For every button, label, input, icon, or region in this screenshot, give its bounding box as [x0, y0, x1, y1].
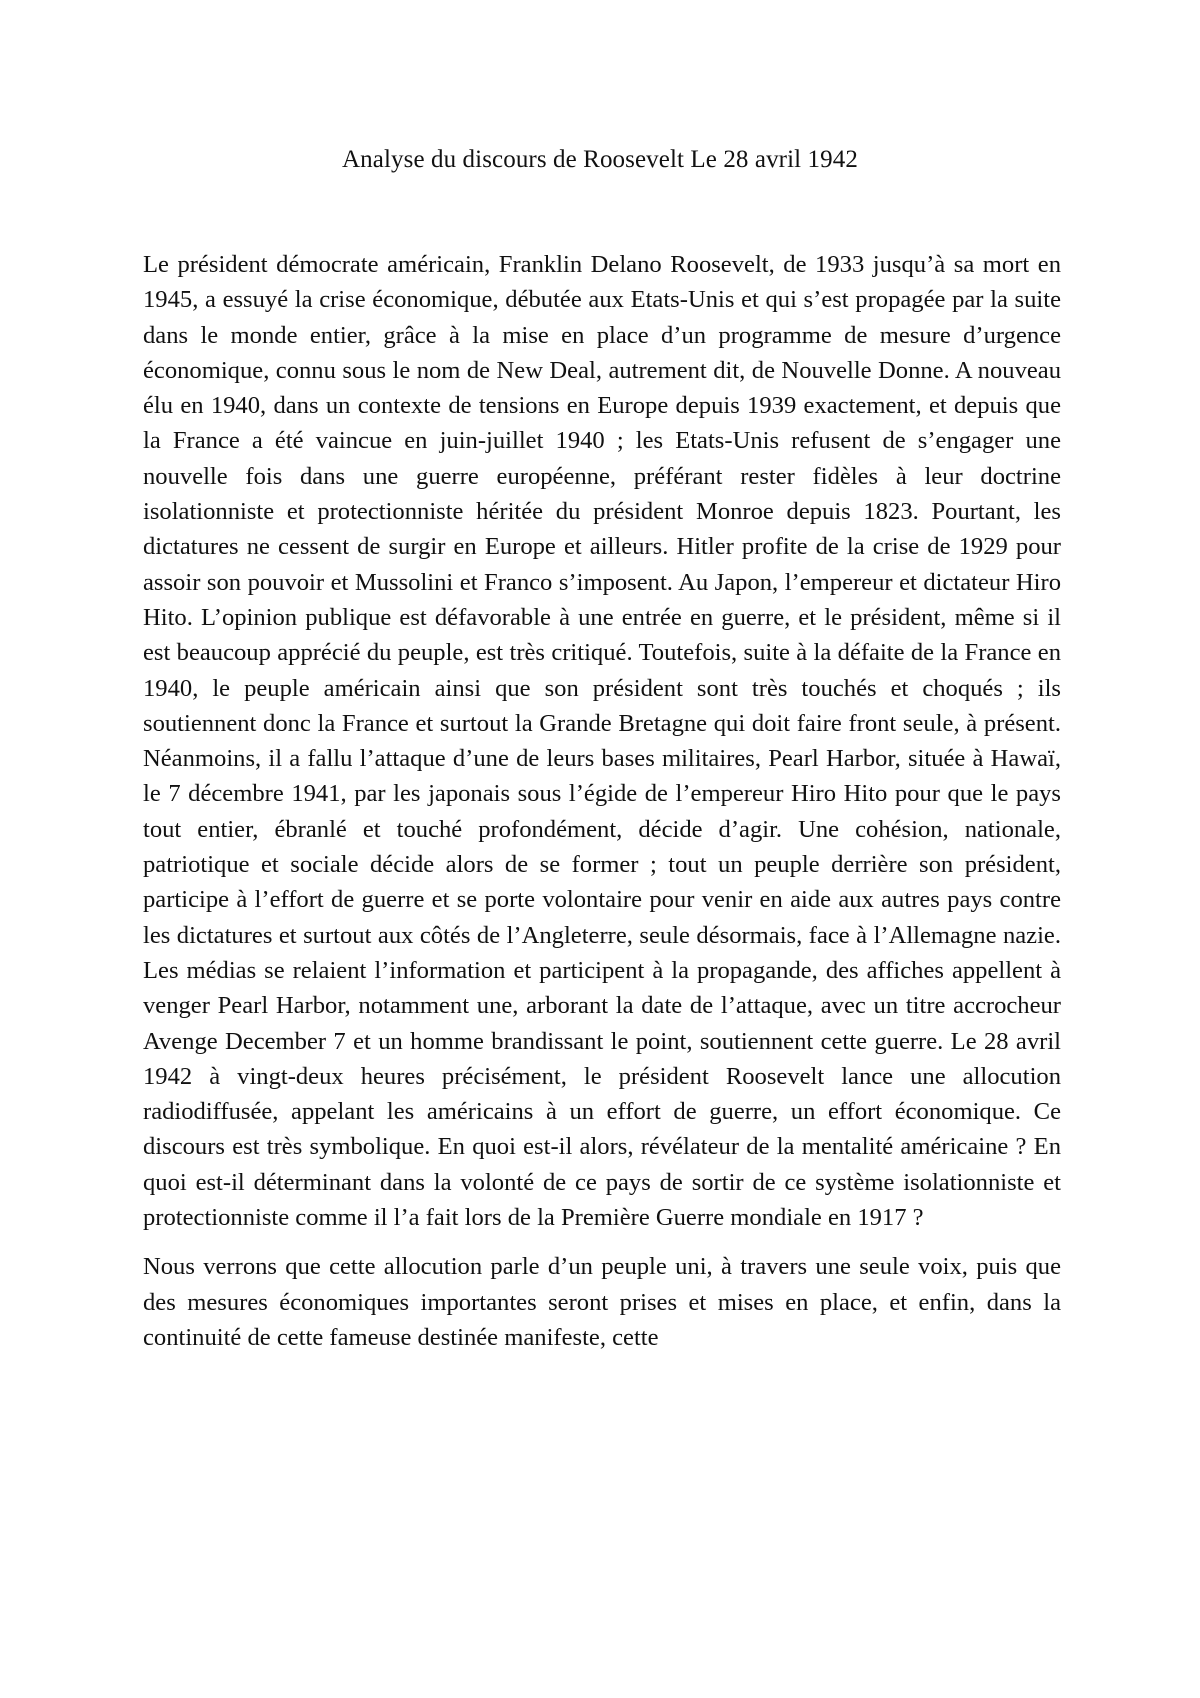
paragraph-plan: Nous verrons que cette allocution parle d’un peuple uni, à travers une seule voix, puis que des mesures économiques importantes seront prises et mises en place, et enfin, dans la continuité de cette fameuse destinée manifeste, cette	[143, 1253, 1061, 1351]
document-title: Analyse du discours de Roosevelt Le 28 avril 1942	[342, 146, 858, 173]
paragraph-introduction: Le président démocrate américain, Franklin Delano Roosevelt, de 1933 jusqu’à sa mort en 1945, a essuyé la crise économique, débutée aux Etats-Unis et qui s’est propagée par la suite dans le monde entier, grâce à la mise en place d’un programme de mesure d’urgence économique, connu sous le nom de New Deal, autrement dit, de Nouvelle Donne. A nouveau élu en 1940, dans un contexte de tensions en Europe depuis 1939 exactement, et depuis que la France a été vaincue en juin-juillet 1940 ; les Etats-Unis refusent de s’engager une nouvelle fois dans une guerre européenne, préférant rester fidèles à leur doctrine isolationniste et protectionniste héritée du président Monroe depuis 1823. Pourtant, les dictatures ne cessent de surgir en Europe et ailleurs. Hitler profite de la crise de 1929 pour assoir son pouvoir et Mussolini et Franco s’imposent. Au Japon, l’empereur et dictateur Hiro Hito. L’opinion publique est défavorable à une entrée en guerre, et le président, même si il est beaucoup apprécié du peuple, est très critiqué. Toutefois, suite à la défaite de la France en 1940, le peuple américain ainsi que son président sont très touchés et choqués ; ils soutiennent donc la France et surtout la Grande Bretagne qui doit faire front seule, à présent. Néanmoins, il a fallu l’attaque d’une de leurs bases militaires, Pearl Harbor, située à Hawaï, le 7 décembre 1941, par les japonais sous l’égide de l’empereur Hiro Hito pour que le pays tout entier, ébranlé et touché profondément, décide d’agir. Une cohésion, nationale, patriotique et sociale décide alors de se former ; tout un peuple derrière son président, participe à l’effort de guerre et se porte volontaire pour venir en aide aux autres pays contre les dictatures et surtout aux côtés de l’Angleterre, seule désormais, face à l’Allemagne nazie. Les médias se relaient l’information et participent à la propagande, des affiches appellent à venger Pearl Harbor, notamment une, arborant la date de l’attaque, avec un titre accrocheur Avenge December 7 et un homme brandissant le point, soutiennent cette guerre. Le 28 avril 1942 à vingt-deux heures précisément, le président Roosevelt lance une allocution radiodiffusée, appelant les américains à un effort de guerre, un effort économique. Ce discours est très symbolique. En quoi est-il alors, révélateur de la mentalité américaine ? En quoi est-il déterminant dans la volonté de ce pays de sortir de ce système isolationniste et protectionniste comme il l’a fait lors de la Première Guerre mondiale en 1917 ?	[143, 251, 1061, 1232]
document-body	[143, 247, 1061, 1355]
